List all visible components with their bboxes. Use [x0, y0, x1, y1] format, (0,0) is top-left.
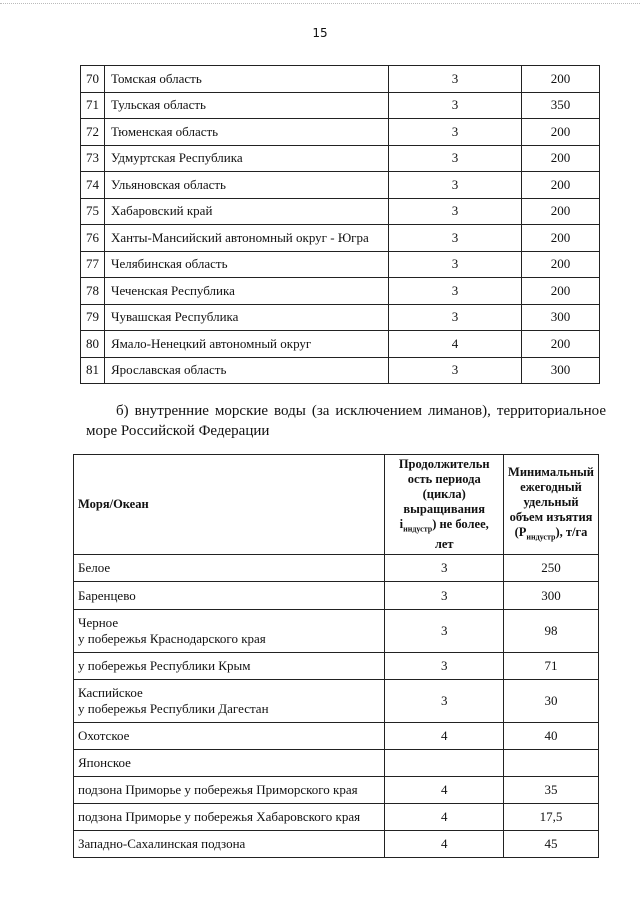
sea-name — [74, 555, 385, 582]
top-scan-line — [0, 3, 640, 4]
region-period: 4 — [389, 331, 522, 358]
sea-volume — [504, 750, 599, 777]
table-row — [74, 750, 599, 777]
region-name: Удмуртская Республика — [105, 145, 389, 172]
region-volume: 200 — [522, 66, 600, 93]
region-number: 71 — [81, 92, 105, 119]
region-number: 74 — [81, 172, 105, 199]
table-row — [81, 331, 600, 358]
region-name: Чеченская Республика — [105, 278, 389, 305]
sea-name — [74, 831, 385, 858]
table-row — [74, 804, 599, 831]
sea-period: 4 — [385, 831, 504, 858]
sea-name — [74, 777, 385, 804]
region-number: 79 — [81, 304, 105, 331]
table-row — [81, 145, 600, 172]
table-row — [74, 831, 599, 858]
region-period: 3 — [389, 92, 522, 119]
table-row — [81, 66, 600, 93]
sea-name-text: Западно-Сахалинская подзона — [78, 836, 246, 851]
table-row — [74, 777, 599, 804]
table-row — [74, 723, 599, 750]
table-row — [81, 92, 600, 119]
region-volume: 350 — [522, 92, 600, 119]
region-period: 3 — [389, 278, 522, 305]
table-row — [81, 119, 600, 146]
section-heading: б) внутренние морские воды (за исключением лиманов), территориальное море Российской Федерации — [86, 403, 606, 439]
sea-period: 3 — [385, 610, 504, 653]
sea-volume: 40 — [504, 723, 599, 750]
region-period: 3 — [389, 304, 522, 331]
sea-name-text: Охотское — [78, 728, 130, 743]
table-row — [81, 304, 600, 331]
region-volume: 300 — [522, 357, 600, 384]
seas-header-row — [74, 455, 599, 555]
region-period: 3 — [389, 66, 522, 93]
sea-volume: 17,5 — [504, 804, 599, 831]
region-name: Тюменская область — [105, 119, 389, 146]
region-volume: 200 — [522, 251, 600, 278]
sea-name — [74, 804, 385, 831]
sea-volume: 35 — [504, 777, 599, 804]
region-name: Ямало-Ненецкий автономный округ — [105, 331, 389, 358]
region-volume: 200 — [522, 119, 600, 146]
header-period: Продолжительн ость периода (цикла) выращивания $i_{индустр}$) не более, лет — [385, 455, 504, 555]
region-volume: 300 — [522, 304, 600, 331]
region-number: 75 — [81, 198, 105, 225]
table-row — [74, 555, 599, 582]
sea-period: 3 — [385, 582, 504, 610]
region-period: 3 — [389, 357, 522, 384]
region-number: 72 — [81, 119, 105, 146]
sea-volume: 300 — [504, 582, 599, 610]
header-seas: Моря/Океан — [74, 455, 385, 555]
region-name: Ярославская область — [105, 357, 389, 384]
region-volume: 200 — [522, 331, 600, 358]
sea-volume: 30 — [504, 680, 599, 723]
region-volume: 200 — [522, 225, 600, 252]
seas-table — [73, 454, 599, 858]
region-period: 3 — [389, 251, 522, 278]
sea-name-text: у побережья Республики Крым — [78, 658, 251, 673]
regions-table — [80, 65, 600, 384]
region-name: Ульяновская область — [105, 172, 389, 199]
region-number: 80 — [81, 331, 105, 358]
sea-name — [74, 610, 385, 653]
table-row — [81, 278, 600, 305]
region-number: 81 — [81, 357, 105, 384]
table-row — [74, 653, 599, 680]
region-volume: 200 — [522, 198, 600, 225]
table-row — [81, 357, 600, 384]
region-name: Ханты-Мансийский автономный округ - Югра — [105, 225, 389, 252]
sea-period: 4 — [385, 804, 504, 831]
region-name: Томская область — [105, 66, 389, 93]
sea-period: 3 — [385, 680, 504, 723]
region-period: 3 — [389, 145, 522, 172]
region-number: 73 — [81, 145, 105, 172]
sea-name — [74, 582, 385, 610]
region-number: 77 — [81, 251, 105, 278]
region-volume: 200 — [522, 172, 600, 199]
sea-period: 4 — [385, 777, 504, 804]
region-name: Челябинская область — [105, 251, 389, 278]
region-name: Тульская область — [105, 92, 389, 119]
sea-volume: 45 — [504, 831, 599, 858]
region-period: 3 — [389, 225, 522, 252]
page-number: 15 — [312, 26, 328, 40]
region-period: 3 — [389, 198, 522, 225]
table-row — [81, 198, 600, 225]
table-row — [81, 225, 600, 252]
table-row — [74, 680, 599, 723]
region-name: Чувашская Республика — [105, 304, 389, 331]
table-row — [74, 610, 599, 653]
sea-period — [385, 750, 504, 777]
sea-period: 3 — [385, 653, 504, 680]
region-volume: 200 — [522, 278, 600, 305]
sea-name — [74, 723, 385, 750]
region-number: 70 — [81, 66, 105, 93]
sea-subregion-text: у побережья Краснодарского края — [78, 631, 266, 646]
sea-name — [74, 653, 385, 680]
table-row — [81, 251, 600, 278]
header-volume: Минимальный ежегодный удельный объем изъятия $(P_{индустр})$, т/га — [504, 455, 599, 555]
sea-name — [74, 680, 385, 723]
table-row — [81, 172, 600, 199]
sea-name-text: Белое — [78, 560, 111, 575]
sea-name-text: Черное — [78, 615, 119, 630]
sea-name-text: Баренцево — [78, 587, 136, 603]
region-number: 78 — [81, 278, 105, 305]
sea-volume: 250 — [504, 555, 599, 582]
region-number: 76 — [81, 225, 105, 252]
sea-name — [74, 750, 385, 777]
sea-name-text: Японское — [78, 755, 131, 770]
region-period: 3 — [389, 119, 522, 146]
sea-period: 4 — [385, 723, 504, 750]
region-name: Хабаровский край — [105, 198, 389, 225]
sea-volume: 71 — [504, 653, 599, 680]
sea-volume: 98 — [504, 610, 599, 653]
sea-name-text: подзона Приморье у побережья Хабаровского края — [78, 809, 361, 824]
sea-period: 3 — [385, 555, 504, 582]
region-period: 3 — [389, 172, 522, 199]
sea-name-text: Каспийское — [78, 685, 143, 700]
region-volume: 200 — [522, 145, 600, 172]
sea-name-text: подзона Приморье у побережья Приморского края — [78, 782, 358, 797]
sea-subregion-text: у побережья Республики Дагестан — [78, 701, 269, 716]
table-row — [74, 582, 599, 610]
